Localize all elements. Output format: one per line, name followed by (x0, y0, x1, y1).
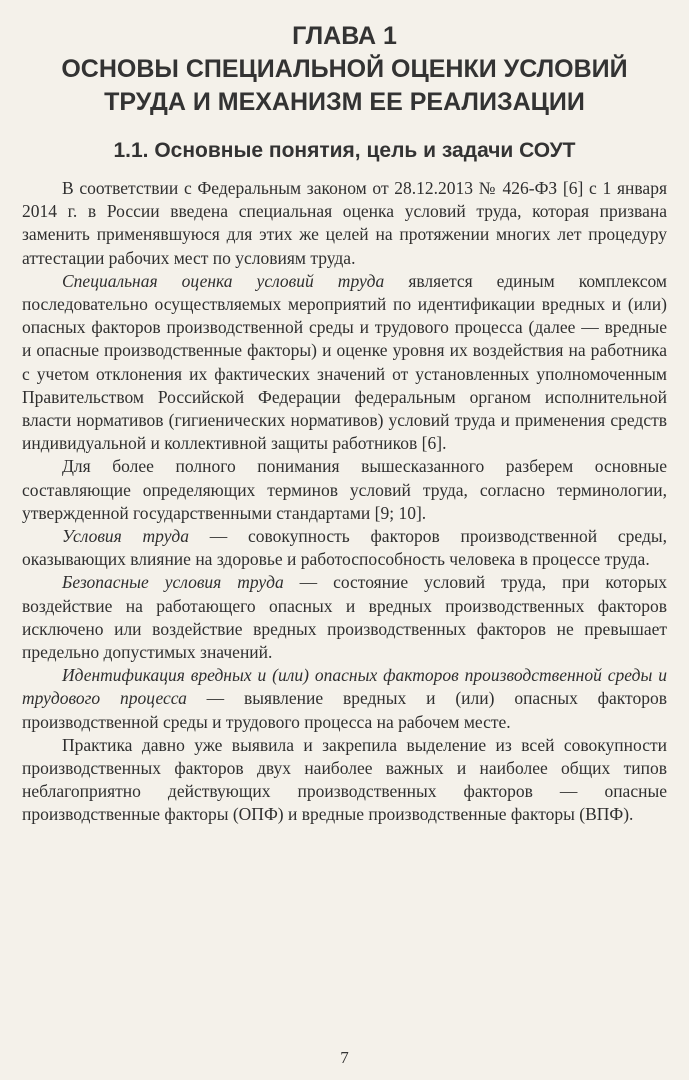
page-number: 7 (340, 1048, 349, 1067)
defined-term: Условия труда (62, 526, 190, 547)
paragraph (22, 571, 667, 664)
paragraph-text: Для более полного понимания вышесказанного разберем основные составляющие определяющих терминов условий труда, согласно терминологии, утвержденной государственными стандартами [9; 10]. (22, 456, 667, 523)
chapter-title-line-2: ТРУДА И МЕХАНИЗМ ЕЕ РЕАЛИЗАЦИИ (104, 88, 585, 116)
paragraph-text: Практика давно уже выявила и закрепила выделение из всей совокупности производственных факторов двух наиболее важных и наиболее общих типов неблагоприятно действующих производственных факторов — опасные производственные факторы (ОПФ) и вредные производственные факторы (ВПФ). (22, 734, 667, 825)
defined-term: Специальная оценка условий труда (62, 270, 385, 291)
body-text (22, 177, 667, 827)
paragraph (22, 270, 667, 456)
paragraph-text: является единым комплексом последовательно осуществляемых мероприятий по идентификации вредных и (или) опасных факторов производственной среды и трудового процесса (далее — вредные и опасные производственные факторы) и оценке уровня их воздействия на работника с учетом отклонения их фактических значений от установленных уполномоченным Правительством Российской Федерации федеральным органом исполнительной власти нормативов (гигиенических нормативов) условий труда и применения средств индивидуальной и коллективной защиты работников [6]. (22, 270, 668, 454)
section-title: 1.1. Основные понятия, цель и задачи СОУТ (113, 139, 576, 162)
defined-term: Безопасные условия труда (62, 572, 284, 593)
paragraph (22, 664, 667, 734)
defined-term: Идентификация вредных и (или) опасных факторов производственной среды и трудового процесса (22, 665, 667, 709)
paragraph-text: — совокупность факторов производственной среды, оказывающих влияние на здоровье и работоспособность человека в процессе труда. (22, 526, 667, 570)
paragraph-text: В соответствии с Федеральным законом от 28.12.2013 № 426-ФЗ [6] с 1 января 2014 г. в России введена специальная оценка условий труда, которая призвана заменить применявшуюся для этих же целей на протяжении многих лет процедуру аттестации рабочих мест по условиям труда. (22, 178, 667, 268)
paragraph-text: — состояние условий труда, при которых воздействие на работающего опасных и вредных производственных факторов исключено или воздействие вредных производственных факторов не превышает предельно допустимых значений. (22, 572, 667, 663)
paragraph-text: — выявление вредных и (или) опасных факторов производственной среды и трудового процесса на рабочем месте. (22, 688, 667, 732)
paragraph (22, 525, 667, 571)
paragraph (22, 177, 667, 270)
paragraph (22, 734, 667, 827)
chapter-number: ГЛАВА 1 (292, 22, 397, 50)
chapter-heading (22, 20, 667, 119)
paragraph (22, 455, 667, 525)
chapter-title-line-1: ОСНОВЫ СПЕЦИАЛЬНОЙ ОЦЕНКИ УСЛОВИЙ (61, 55, 628, 83)
